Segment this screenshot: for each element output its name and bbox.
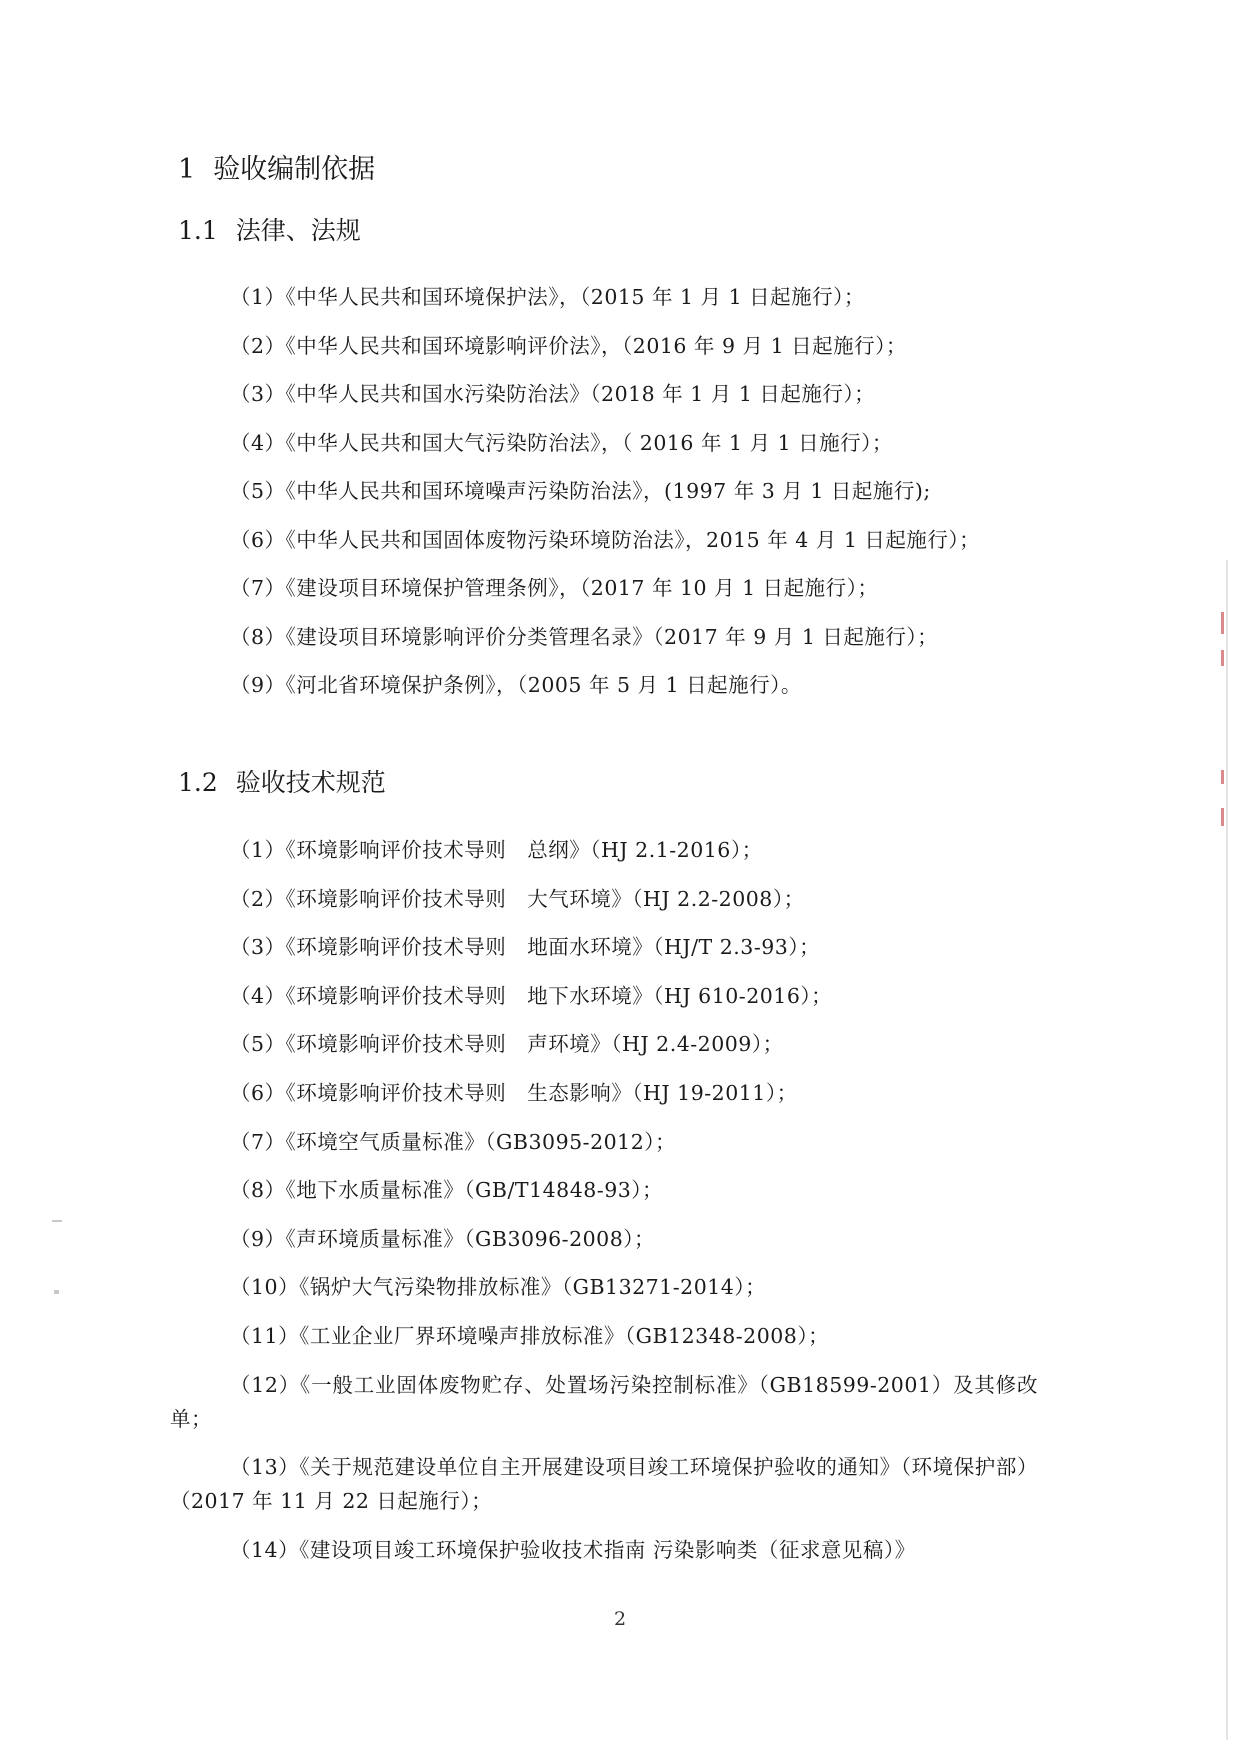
heading-1 — [178, 152, 375, 188]
list-item: （12）《一般工业固体废物贮存、处置场污染控制标准》（GB18599-2001）及其修改单； — [170, 1372, 1038, 1431]
list-item: （11）《工业企业厂界环境噪声排放标准》（GB12348-2008）； — [230, 1323, 830, 1348]
list-item: （6）《中华人民共和国固体废物污染环境防治法》，2015 年 4 月 1 日起施行）； — [230, 527, 981, 552]
list-item: （2）《环境影响评价技术导则 大气环境》（HJ 2.2-2008）； — [230, 886, 805, 911]
list-item: （4）《中华人民共和国大气污染防治法》，（ 2016 年 1 月 1 日施行）； — [230, 430, 893, 455]
scan-stamp-mark — [1221, 612, 1224, 634]
list-item: （2）《中华人民共和国环境影响评价法》，（2016 年 9 月 1 日起施行）； — [230, 333, 907, 358]
scan-mark — [52, 1220, 62, 1222]
scan-stamp-mark — [1221, 808, 1224, 826]
technical-specs-list — [170, 833, 1038, 1581]
laws-list — [170, 280, 1038, 717]
list-item: （7）《环境空气质量标准》（GB3095-2012）； — [230, 1129, 677, 1154]
list-item: （9）《河北省环境保护条例》，（2005 年 5 月 1 日起施行）。 — [230, 673, 802, 697]
section-number: 1.1 — [178, 216, 218, 245]
scan-stamp-mark — [1221, 650, 1224, 666]
section-number: 1.2 — [178, 768, 218, 797]
list-item: （10）《锅炉大气污染物排放标准》（GB13271-2014）； — [230, 1275, 767, 1300]
list-item: （9）《声环境质量标准》（GB3096-2008）； — [230, 1226, 656, 1251]
section-heading-laws — [178, 214, 361, 248]
list-item: （5）《中华人民共和国环境噪声污染防治法》，(1997 年 3 月 1 日起施行); — [230, 479, 931, 503]
list-item: （4）《环境影响评价技术导则 地下水环境》（HJ 610-2016）； — [230, 983, 833, 1008]
list-item: （3）《中华人民共和国水污染防治法》（2018 年 1 月 1 日起施行）； — [230, 382, 876, 406]
list-item: （8）《建设项目环境影响评价分类管理名录》（2017 年 9 月 1 日起施行）； — [230, 624, 939, 649]
section-heading-technical-specs — [178, 766, 386, 800]
list-item: （1）《环境影响评价技术导则 总纲》（HJ 2.1-2016）； — [230, 838, 763, 862]
list-item: （14）《建设项目竣工环境保护验收技术指南 污染影响类（征求意见稿）》 — [230, 1537, 916, 1562]
section-title: 法律、法规 — [235, 216, 361, 245]
list-item: （8）《地下水质量标准》（GB/T14848-93）； — [230, 1178, 664, 1203]
scan-stamp-mark — [1221, 770, 1224, 784]
list-item: （13）《关于规范建设单位自主开展建设项目竣工环境保护验收的通知》（环境保护部）（2017 年 11 月 22 日起施行）； — [170, 1455, 1038, 1514]
list-item: （1）《中华人民共和国环境保护法》，（2015 年 1 月 1 日起施行）； — [230, 285, 865, 309]
page-number: 2 — [613, 1608, 627, 1630]
scan-edge-line — [1226, 560, 1228, 1740]
heading-1-text: 验收编制依据 — [213, 154, 376, 185]
list-item: （6）《环境影响评价技术导则 生态影响》（HJ 19-2011）； — [230, 1080, 798, 1105]
heading-1-number: 1 — [178, 154, 196, 185]
list-item: （7）《建设项目环境保护管理条例》，（2017 年 10 月 1 日起施行）； — [230, 576, 879, 600]
scan-mark — [54, 1290, 59, 1294]
section-title: 验收技术规范 — [235, 768, 386, 797]
list-item: （3）《环境影响评价技术导则 地面水环境》（HJ/T 2.3-93）； — [230, 935, 821, 960]
list-item: （5）《环境影响评价技术导则 声环境》（HJ 2.4-2009）； — [230, 1032, 784, 1057]
